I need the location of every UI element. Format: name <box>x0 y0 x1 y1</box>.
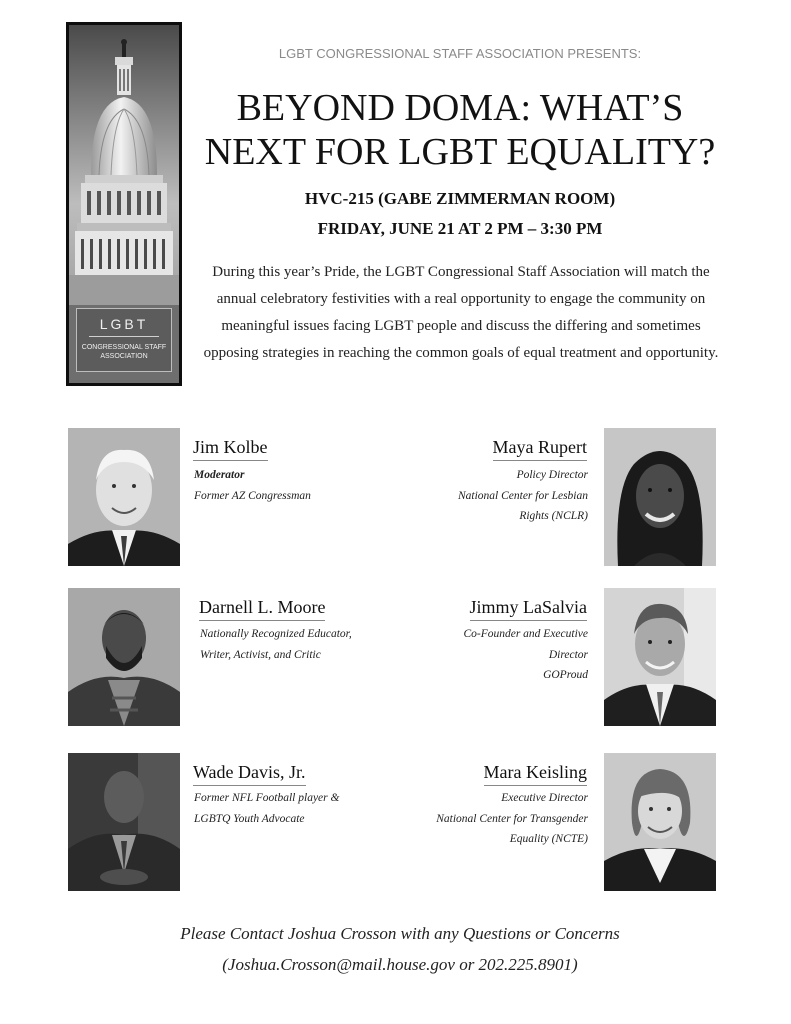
logo-subtitle: CONGRESSIONAL STAFF ASSOCIATION <box>81 344 167 360</box>
contact-line: Please Contact Joshua Crosson with any Questions or Concerns <box>180 924 620 943</box>
speaker-photo-jimmy-lasalvia <box>604 588 716 726</box>
speaker-name-wade-davis: Wade Davis, Jr. <box>193 762 306 786</box>
speaker-photo-jim-kolbe <box>68 428 180 566</box>
lgbt-csa-logo <box>76 308 172 372</box>
capitol-banner <box>66 22 182 386</box>
speaker-photo-wade-davis <box>68 753 180 891</box>
speaker-details-jimmy-lasalvia: Co-Founder and Executive Director GOProud <box>463 628 588 681</box>
speaker-name-mara-keisling: Mara Keisling <box>484 762 587 786</box>
event-datetime: FRIDAY, JUNE 21 AT 2 PM – 3:30 PM <box>317 219 603 238</box>
logo-title: LGBT <box>89 316 159 337</box>
speaker-details-maya-rupert: Policy Director National Center for Lesbian Rights (NCLR) <box>457 469 588 522</box>
speaker-name-darnell-moore: Darnell L. Moore <box>199 597 325 621</box>
speaker-name-maya-rupert: Maya Rupert <box>493 437 587 461</box>
speaker-details-jim-kolbe: Moderator Former AZ Congressman <box>194 469 311 502</box>
speaker-details-darnell-moore: Nationally Recognized Educator, Writer, Activist, and Critic <box>200 628 352 661</box>
speaker-name-jim-kolbe: Jim Kolbe <box>193 437 268 461</box>
speaker-details-wade-davis: Former NFL Football player & LGBTQ Youth Advocate <box>194 792 340 825</box>
contact-details: (Joshua.Crosson@mail.house.gov or 202.225.8901) <box>222 955 578 974</box>
speaker-details-mara-keisling: Executive Director National Center for Transgender Equality (NCTE) <box>436 792 588 845</box>
event-room: HVC-215 (GABE ZIMMERMAN ROOM) <box>304 189 616 208</box>
event-title: BEYOND DOMA: WHAT’S NEXT FOR LGBT EQUALITY? <box>204 87 716 173</box>
speaker-name-jimmy-lasalvia: Jimmy LaSalvia <box>470 597 587 621</box>
event-description: During this year’s Pride, the LGBT Congressional Staff Association will match the annual celebratory festivities with a real opportunity to engage the community on meaningful issues facing LGBT people and discuss the differing and sometimes opposing strategies in reaching the common goals of equal treatment and opportunity. <box>203 264 719 361</box>
speaker-photo-mara-keisling <box>604 753 716 891</box>
presenter-line: LGBT CONGRESSIONAL STAFF ASSOCIATION PRESENTS: <box>278 46 642 61</box>
speaker-photo-maya-rupert <box>604 428 716 566</box>
speaker-photo-darnell-moore <box>68 588 180 726</box>
